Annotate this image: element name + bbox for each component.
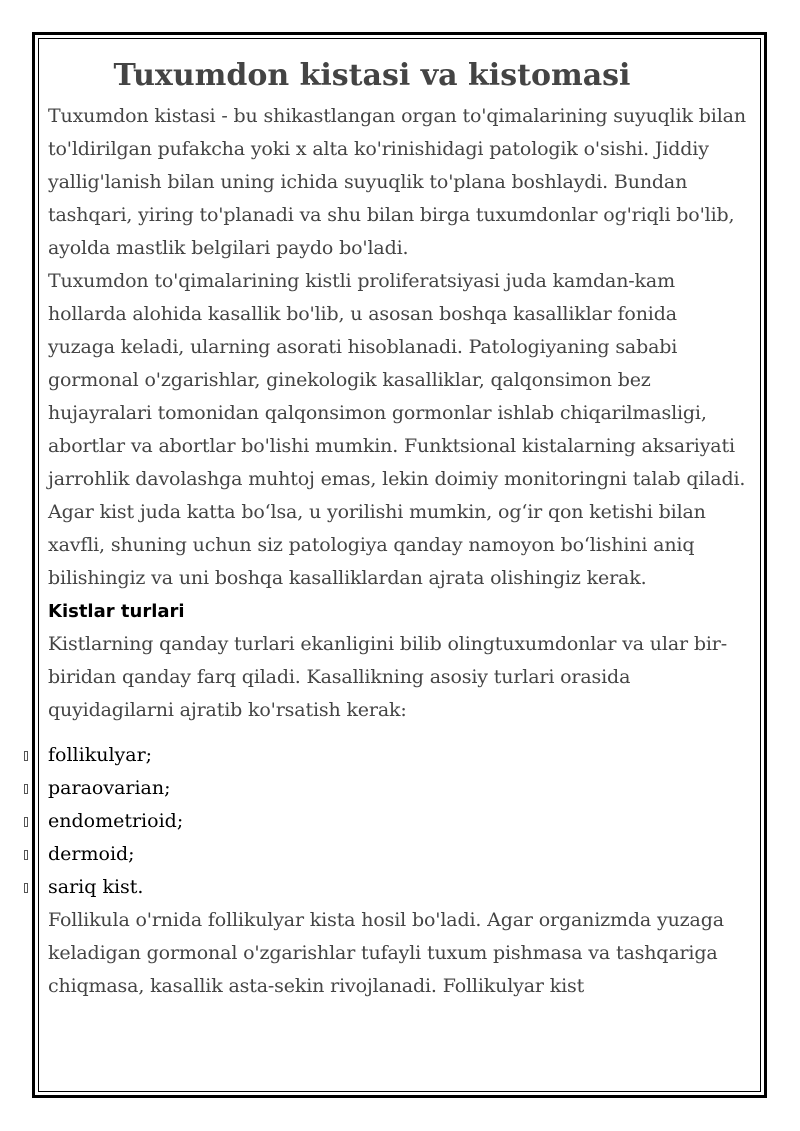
document-title: Tuxumdon kistasi va kistomasi (113, 58, 631, 93)
bullet-icon (24, 751, 28, 761)
list-item (48, 871, 748, 904)
intro-paragraph-2: Tuxumdon to'qimalarining kistli proliferatsiyasi juda kamdan-kam hollarda alohida kasallik bo'lib, u asosan boshqa kasalliklar fonida yuzaga keladi, ularning asorati hisoblanadi. Patologiyaning sababi gormonal o'zgarishlar, ginekologik kasalliklar, qalqonsimon bez hujayralari tomonidan qalqonsimon gormonlar ishlab chiqarilmasligi, abortlar va abortlar bo'lishi mumkin. Funktsional kistalarning aksariyati jarrohlik davolashga muhtoj emas, lekin doimiy monitoringni talab qiladi. (48, 270, 746, 490)
list-item (48, 805, 748, 838)
list-item (48, 772, 748, 805)
section-intro-paragraph: Kistlarning qanday turlari ekanligini bilib olingtuxumdonlar va ular bir-biridan qanday farq qiladi. Kasallikning asosiy turlari orasida quyidagilarni ajratib ko'rsatish kerak: (48, 633, 727, 721)
list-item-text: paraovarian; (48, 777, 171, 799)
section-heading: Kistlar turlari (48, 601, 185, 622)
bullet-icon (24, 883, 28, 893)
cyst-types-list (48, 739, 748, 904)
list-item-text: endometrioid; (48, 810, 184, 832)
bullet-icon (24, 784, 28, 794)
intro-paragraph-1: Tuxumdon kistasi - bu shikastlangan organ to'qimalarining suyuqlik bilan to'ldirilgan pufakcha yoki x alta ko'rinishidagi patologik o'sishi. Jiddiy yallig'lanish bilan uning ichida suyuqlik to'plana boshlaydi. Bundan tashqari, yiring to'planadi va shu bilan birga tuxumdonlar og'riqli bo'lib, ayolda mastlik belgilari paydo bo'ladi. (48, 105, 746, 259)
list-item (48, 838, 748, 871)
list-item (48, 739, 748, 772)
list-item-text: follikulyar; (48, 744, 153, 766)
list-item-text: sariq kist. (48, 876, 144, 898)
closing-paragraph: Follikula o'rnida follikulyar kista hosil bo'ladi. Agar organizmda yuzaga keladigan gormonal o'zgarishlar tufayli tuxum pishmasa va tashqariga chiqmasa, kasallik asta-sekin rivojlanadi. Follikulyar kist (48, 909, 724, 997)
bullet-icon (24, 850, 28, 860)
list-item-text: dermoid; (48, 843, 135, 865)
document-body (48, 52, 748, 1003)
bullet-icon (24, 817, 28, 827)
intro-paragraph-3: Agar kist juda katta bo‘lsa, u yorilishi mumkin, og‘ir qon ketishi bilan xavfli, shuning uchun siz patologiya qanday namoyon bo‘lishini aniq bilishingiz va uni boshqa kasalliklardan ajrata olishingiz kerak. (48, 501, 706, 589)
